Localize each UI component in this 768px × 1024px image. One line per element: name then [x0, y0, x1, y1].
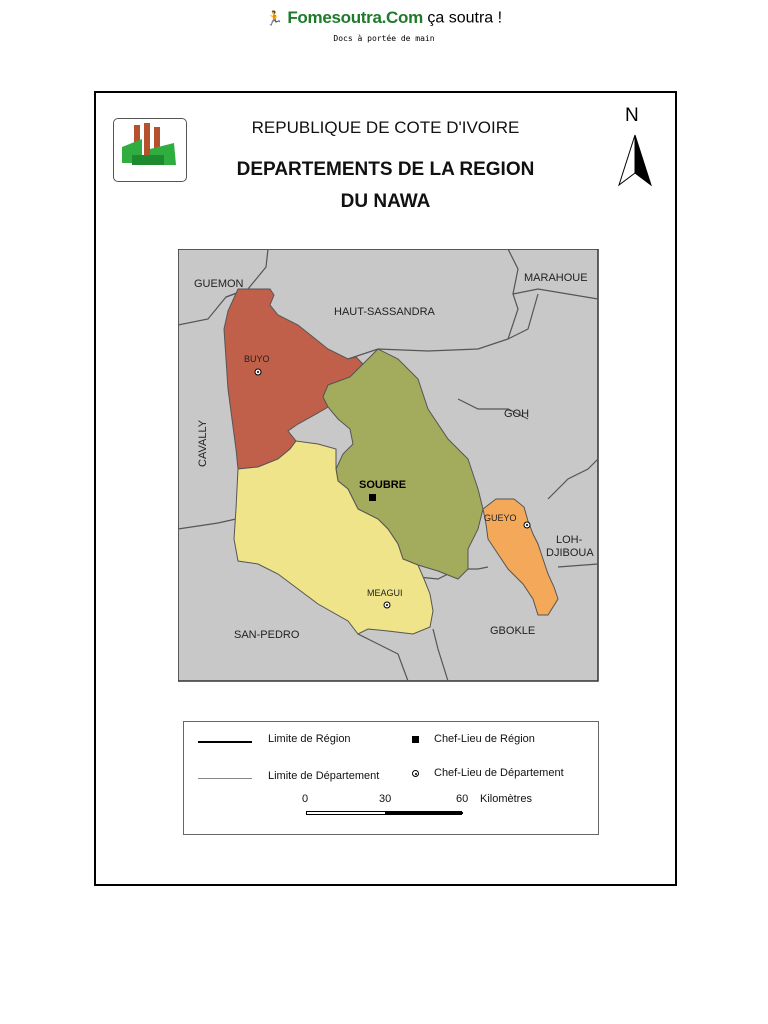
label-loh-djiboua-2: DJIBOUA: [546, 547, 594, 559]
soubre-marker: [369, 494, 376, 501]
legend-limite-region: Limite de Région: [268, 733, 351, 745]
legend-chef-lieu-departement: Chef-Lieu de Département: [434, 767, 564, 779]
scale-bar: [306, 811, 462, 815]
label-goh: GOH: [504, 408, 530, 420]
label-guemon: GUEMON: [194, 278, 244, 290]
map-legend: [183, 721, 599, 835]
map-svg: [178, 249, 600, 683]
north-arrow: [615, 105, 659, 190]
legend-limite-departement: Limite de Département: [268, 770, 380, 782]
label-buyo: BUYO: [244, 354, 270, 364]
map: [178, 249, 600, 683]
legend-chef-lieu-region: Chef-Lieu de Région: [434, 733, 535, 745]
title-region-line2: DU NAWA: [340, 191, 431, 212]
label-gbokle: GBOKLE: [490, 625, 536, 637]
site-slogan: ça soutra !: [427, 9, 503, 27]
legend-region-line: [198, 741, 252, 743]
label-loh-djiboua-1: LOH-: [556, 534, 583, 546]
scale-unit: Kilomètres: [480, 793, 532, 805]
scale-tick-30: 30: [379, 793, 392, 805]
map-frame: [94, 91, 677, 886]
label-meagui: MEAGUI: [367, 588, 403, 598]
site-brand: Fomesoutra.Com: [287, 8, 423, 27]
scale-tick-60: 60: [456, 793, 469, 805]
label-gueyo: GUEYO: [484, 513, 517, 523]
label-soubre: SOUBRE: [359, 479, 407, 491]
title-country: REPUBLIQUE DE COTE D'IVOIRE: [251, 118, 520, 137]
legend-chef-lieu-departement-icon: [412, 770, 419, 777]
site-tagline: Docs à portée de main: [333, 34, 435, 43]
site-logo[interactable]: [266, 8, 423, 28]
north-label: N: [625, 105, 639, 126]
title-region-line1: DEPARTEMENTS DE LA REGION: [236, 159, 535, 180]
label-marahoue: MARAHOUE: [524, 272, 588, 284]
north-arrow-icon: [615, 105, 659, 190]
legend-chef-lieu-region-icon: [412, 736, 419, 743]
scale-tick-0: 0: [302, 793, 309, 805]
label-cavally: CAVALLY: [197, 419, 209, 467]
legend-departement-line: [198, 778, 252, 779]
site-header: [0, 8, 768, 43]
label-san-pedro: SAN-PEDRO: [234, 629, 300, 641]
runner-icon: 🏃: [265, 9, 284, 26]
label-haut-sassandra: HAUT-SASSANDRA: [334, 306, 435, 318]
